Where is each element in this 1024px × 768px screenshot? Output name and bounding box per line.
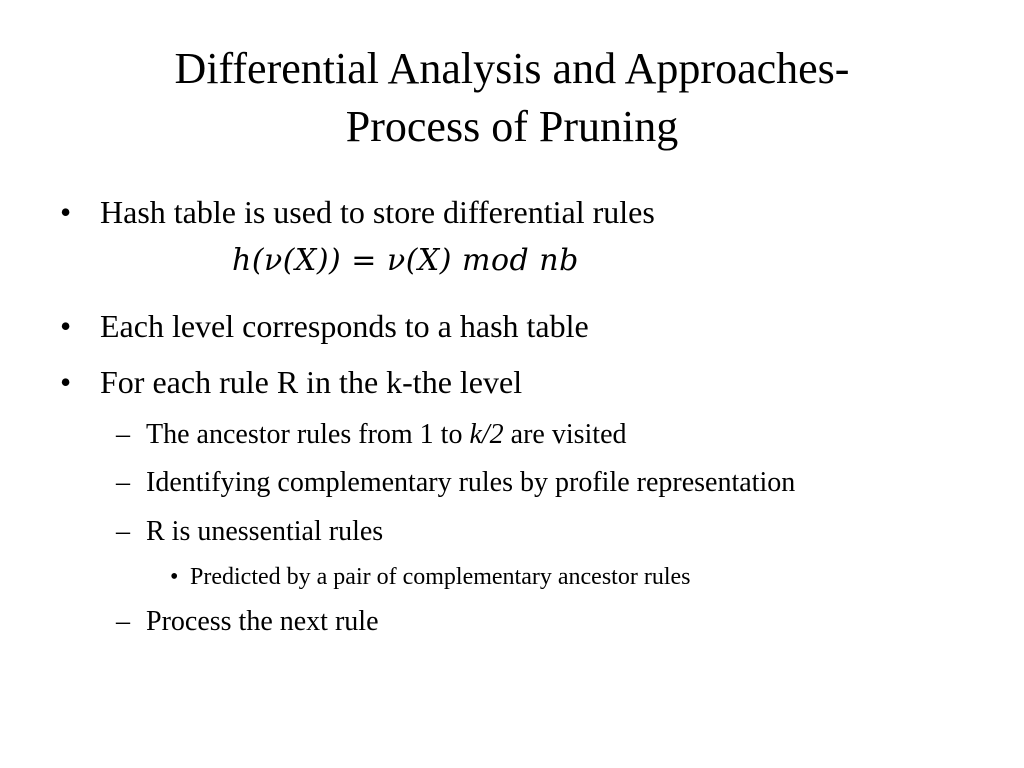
dash-glyph: – [116, 516, 130, 547]
bullet-text: For each rule R in the k-the level [100, 364, 523, 400]
formula-equals: = [351, 243, 377, 278]
bullet-glyph: • [60, 364, 72, 400]
subsub-text: Predicted by a pair of complementary ancestor rules [190, 564, 691, 590]
bullet-glyph: • [60, 194, 72, 230]
sub-text: Identifying complementary rules by profile representation [146, 467, 796, 498]
dash-glyph: – [116, 419, 130, 450]
title-line-2: Process of Pruning [345, 102, 679, 151]
formula-rhs: ν(X) mod nb [386, 243, 579, 278]
bullet-text: Each level corresponds to a hash table [100, 308, 589, 344]
formula-lhs: h(ν(X)) [232, 243, 342, 278]
sub-text: R is unessential rules [146, 516, 384, 547]
sub-ancestor-rules [116, 418, 627, 452]
bullet-text: Hash table is used to store differential rules [100, 194, 655, 230]
bullet-level-hash [60, 306, 589, 346]
dash-glyph: – [116, 606, 130, 637]
subsub-predicted [170, 562, 690, 592]
slide-title [60, 40, 964, 156]
sub-text-post: are visited [503, 419, 627, 450]
sub-unessential [116, 515, 383, 549]
sub-next-rule [116, 605, 379, 639]
sub-text: Process the next rule [146, 606, 379, 637]
bullet-glyph: • [60, 308, 72, 344]
sub-text-em: k/2 [469, 419, 504, 450]
dash-glyph: – [116, 467, 130, 498]
hash-formula [232, 242, 579, 280]
sub-complementary [116, 466, 795, 500]
bullet-each-rule [60, 362, 522, 402]
bullet-glyph: • [170, 564, 179, 590]
bullet-hash-table [60, 192, 655, 232]
title-line-1: Differential Analysis and Approaches- [174, 44, 850, 93]
sub-text-pre: The ancestor rules from 1 to [146, 419, 470, 450]
